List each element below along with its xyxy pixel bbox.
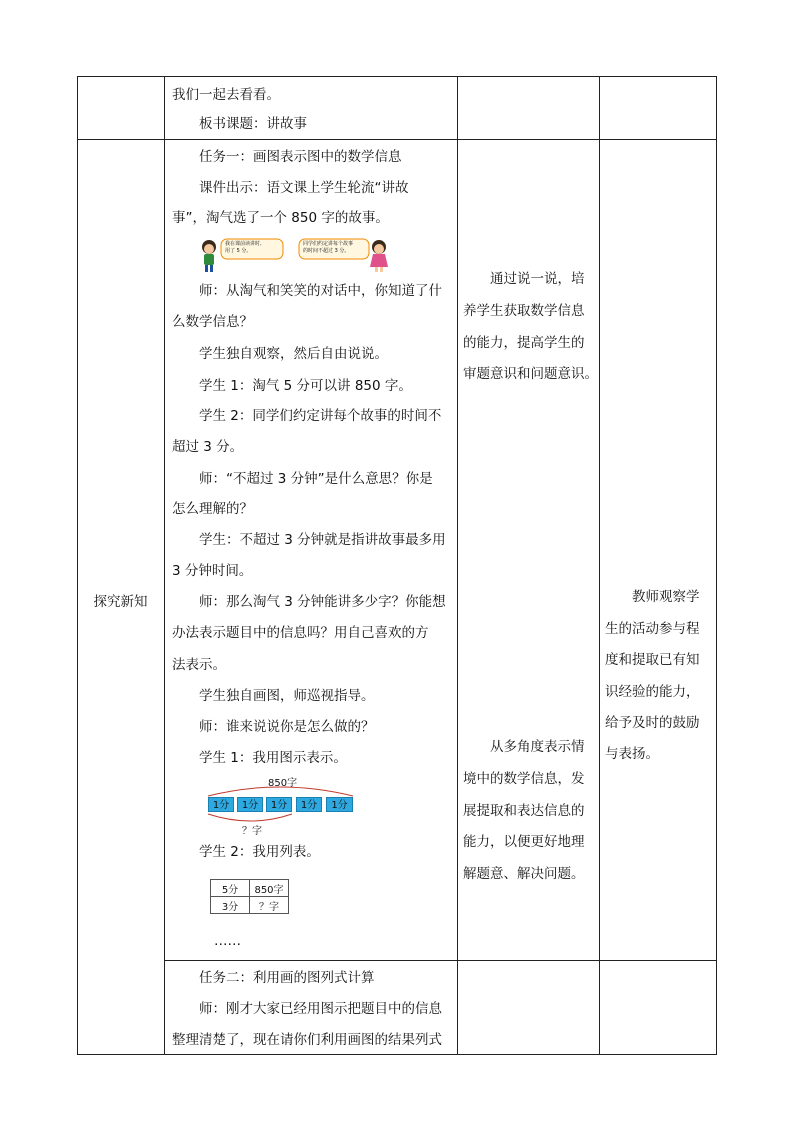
intent-line: 展提取和表达信息的 <box>463 803 585 819</box>
table-cell: 3分 <box>211 897 250 914</box>
row1-line: 学生独自观察，然后自由说说。 <box>199 346 388 362</box>
table-row <box>211 880 289 897</box>
row2-line: 整理清楚了，现在请你们利用画图的结果列式 <box>172 1032 442 1048</box>
row1-ellipsis: …… <box>214 933 241 949</box>
task1-heading: 任务一：画图表示图中的数学信息 <box>199 149 402 165</box>
row2-line: 师：刚才大家已经用图示把题目中的信息 <box>199 1001 442 1017</box>
table-rule <box>77 139 717 140</box>
row1-line: 师：那么淘气 3 分钟能讲多少字？你能想 <box>199 594 446 610</box>
row1-line: 学生独自画图，师巡视指导。 <box>199 688 375 704</box>
row1-line: 师：从淘气和笑笑的对话中，你知道了什 <box>199 283 442 299</box>
row1-line: 学生 1：淘气 5 分可以讲 850 字。 <box>199 378 412 394</box>
table-rule <box>457 76 458 1055</box>
diagram-segment: 1分 <box>208 797 234 812</box>
diagram-segment: 1分 <box>296 797 322 812</box>
bubble-right-line: 同学们约定讲每个故事 <box>303 241 354 247</box>
row1-line: 学生 2：我用列表。 <box>199 844 320 860</box>
intent-line: 境中的数学信息，发 <box>463 771 585 787</box>
bubble-left-line: 我在课前读讲时, <box>225 241 262 247</box>
intent-line: 通过说一说，培 <box>490 271 585 287</box>
assess-line: 生的活动参与程 <box>605 621 700 637</box>
row0-line: 板书课题：讲故事 <box>199 116 307 132</box>
row1-line: 超过 3 分。 <box>172 439 244 455</box>
bubble-left-line: 用了 5 分。 <box>225 248 252 254</box>
assess-line: 识经验的能力， <box>605 684 700 700</box>
row1-line: 3 分钟时间。 <box>172 563 253 579</box>
intent-line: 解题意、解决问题。 <box>463 866 585 882</box>
row1-line: 事”，淘气选了一个 850 字的故事。 <box>172 210 389 226</box>
table-rule <box>77 76 78 1055</box>
table-rule <box>164 76 165 1055</box>
table-cell: 850字 <box>250 880 289 897</box>
diagram-segment: 1分 <box>266 797 292 812</box>
row1-line: 怎么理解的？ <box>172 501 253 517</box>
row1-line: 师：谁来说说你是怎么做的？ <box>199 719 375 735</box>
intent-line: 能力，以便更好地理 <box>463 834 585 850</box>
diagram-question-label: ？字 <box>242 826 262 837</box>
table-cell: ？字 <box>250 897 289 914</box>
dialogue-illustration <box>199 237 389 273</box>
assess-line: 给予及时的鼓励 <box>605 715 700 731</box>
diagram-total-label: 850字 <box>268 778 298 789</box>
table-row <box>211 897 289 914</box>
assess-line: 教师观察学 <box>632 589 700 605</box>
row1-line: 法表示。 <box>172 657 226 673</box>
row1-line: 课件出示：语文课上学生轮流“讲故 <box>199 180 409 196</box>
intent-line: 审题意识和问题意识。 <box>463 366 598 382</box>
intent-line: 的能力，提高学生的 <box>463 335 585 351</box>
diagram-segment: 1分 <box>237 797 263 812</box>
table-rule <box>77 76 717 77</box>
bubble-right-line: 的时间不超过 3 分。 <box>303 248 350 254</box>
diagram-segment: 1分 <box>326 797 353 812</box>
row1-line: 学生 1：我用图示表示。 <box>199 750 347 766</box>
table-cell: 5分 <box>211 880 250 897</box>
row1-line: 么数学信息？ <box>172 314 253 330</box>
assess-line: 度和提取已有知 <box>605 652 700 668</box>
segment-diagram <box>206 774 356 836</box>
row1-line: 师：“不超过 3 分钟”是什么意思？你是 <box>199 471 433 487</box>
intent-line: 从多角度表示情 <box>490 739 585 755</box>
table-rule <box>77 1054 717 1055</box>
table-rule <box>716 76 717 1055</box>
assess-line: 与表扬。 <box>605 746 659 762</box>
task2-heading: 任务二：利用画的图列式计算 <box>199 970 375 986</box>
intent-line: 养学生获取数学信息 <box>463 303 585 319</box>
row1-line: 学生：不超过 3 分钟就是指讲故事最多用 <box>199 532 446 548</box>
table-rule <box>164 960 717 961</box>
section-label: 探究新知 <box>93 594 148 610</box>
row1-line: 办法表示题目中的信息吗？用自己喜欢的方 <box>172 625 429 641</box>
row1-line: 学生 2：同学们约定讲每个故事的时间不 <box>199 408 442 424</box>
table-rule <box>599 76 600 1055</box>
mini-table <box>210 879 289 914</box>
row0-line: 我们一起去看看。 <box>172 87 280 103</box>
